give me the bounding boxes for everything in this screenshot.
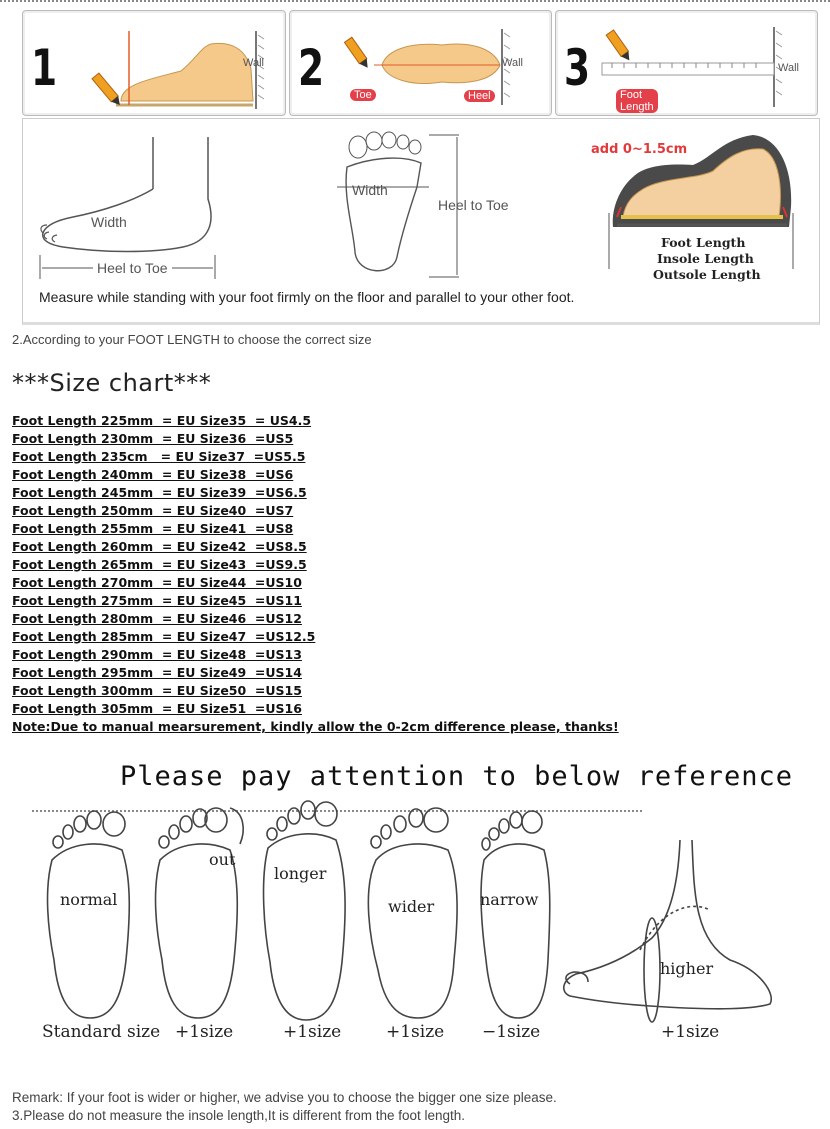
measure-instruction: Measure while standing with your foot firmly on the floor and parallel to your other foot.	[39, 289, 575, 305]
foot-caption-higher: +1size	[661, 1022, 720, 1042]
foot-caption-out: +1size	[175, 1022, 234, 1042]
step-2-panel	[289, 10, 552, 116]
size-row: Foot Length 275mm = EU Size45 =US11	[12, 593, 302, 608]
foot-label-narrow: narrow	[480, 890, 539, 909]
step-number: 2	[298, 39, 325, 97]
size-row: Foot Length 260mm = EU Size42 =US8.5	[12, 539, 307, 554]
size-row: Foot Length 245mm = EU Size39 =US6.5	[12, 485, 307, 500]
size-note: Note:Due to manual mearsurement, kindly allow the 0-2cm difference please, thanks!	[12, 719, 619, 734]
foot-caption-wider: +1size	[386, 1022, 445, 1042]
side-foot-outline	[33, 129, 223, 279]
foot-label-longer: longer	[274, 864, 327, 883]
step-2-text: 2.According to your FOOT LENGTH to choose the correct size	[12, 332, 372, 347]
heel-to-toe-side-label: Heel to Toe	[93, 260, 172, 276]
remark-text: Remark: If your foot is wider or higher, we advise you to choose the bigger one size please.	[12, 1090, 557, 1105]
size-chart-list	[12, 412, 619, 736]
insole-length-label: Insole Length	[657, 251, 754, 266]
foot-side-illustration	[81, 29, 271, 109]
top-dotted-border	[0, 0, 830, 8]
foot-label-wider: wider	[388, 897, 435, 916]
size-row: Foot Length 250mm = EU Size40 =US7	[12, 503, 294, 518]
outsole-length-label: Outsole Length	[653, 267, 761, 282]
heel-to-toe-sole-label: Heel to Toe	[438, 197, 509, 213]
wall-label: Wall	[243, 57, 264, 69]
add-range-label: add 0~1.5cm	[591, 142, 688, 157]
width-sole-label: Width	[352, 182, 388, 198]
size-row: Foot Length 230mm = EU Size36 =US5	[12, 431, 294, 446]
foot-label-higher: higher	[660, 959, 714, 978]
heel-label: Heel	[464, 90, 495, 102]
reference-title: Please pay attention to below reference	[120, 761, 793, 792]
foot-caption-longer: +1size	[283, 1022, 342, 1042]
step-3-text: 3.Please do not measure the insole length,It is different from the foot length.	[12, 1108, 466, 1123]
size-row: Foot Length 255mm = EU Size41 =US8	[12, 521, 294, 536]
size-row: Foot Length 300mm = EU Size50 =US15	[12, 683, 302, 698]
size-chart-title: ***Size chart***	[12, 369, 212, 397]
size-row: Foot Length 265mm = EU Size43 =US9.5	[12, 557, 307, 572]
size-row: Foot Length 240mm = EU Size38 =US6	[12, 467, 294, 482]
wall-label: Wall	[502, 57, 523, 69]
size-row: Foot Length 305mm = EU Size51 =US16	[12, 701, 302, 716]
step-3-panel	[555, 10, 818, 116]
step-number: 1	[31, 39, 58, 97]
foot-label-normal: normal	[60, 890, 118, 909]
size-row: Foot Length 295mm = EU Size49 =US14	[12, 665, 302, 680]
toe-label: Toe	[350, 89, 376, 101]
foot-length-label: Foot Length	[616, 89, 658, 113]
size-row: Foot Length 280mm = EU Size46 =US12	[12, 611, 302, 626]
size-row: Foot Length 290mm = EU Size48 =US13	[12, 647, 302, 662]
size-row: Foot Length 285mm = EU Size47 =US12.5	[12, 629, 316, 644]
foot-caption-normal: Standard size	[42, 1022, 161, 1042]
foot-caption-narrow: −1size	[482, 1022, 541, 1042]
step-1-panel	[22, 10, 286, 116]
size-row: Foot Length 235cm = EU Size37 =US5.5	[12, 449, 306, 464]
foot-label-out: out	[209, 850, 236, 869]
measurement-guide	[22, 118, 820, 325]
foot-length-label: Foot Length	[661, 235, 746, 250]
step-number: 3	[564, 39, 591, 97]
wall-label: Wall	[778, 62, 799, 74]
width-side-label: Width	[91, 214, 127, 230]
size-row: Foot Length 270mm = EU Size44 =US10	[12, 575, 302, 590]
size-row: Foot Length 225mm = EU Size35 = US4.5	[12, 413, 312, 428]
